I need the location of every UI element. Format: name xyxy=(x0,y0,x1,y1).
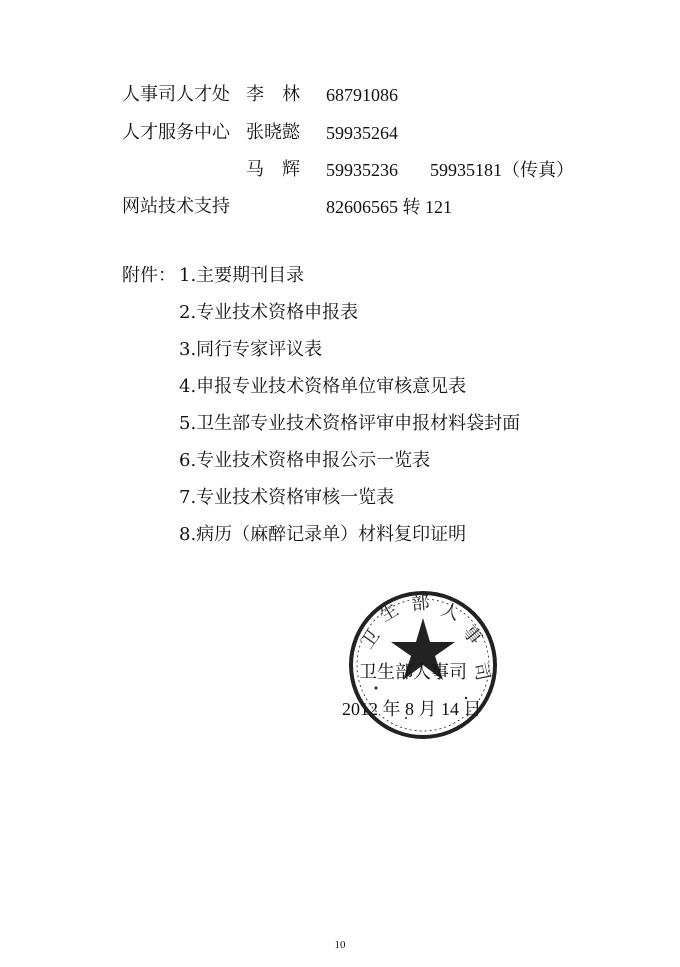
svg-text:事: 事 xyxy=(458,621,486,650)
contact-phone-3: 59935236 xyxy=(326,160,398,180)
contact-name-1: 李 林 xyxy=(246,84,300,105)
contact-row-4 xyxy=(122,195,230,219)
svg-text:司: 司 xyxy=(469,660,494,683)
signature-date: 2012 年 8 月 14 日 xyxy=(342,699,482,719)
signature-org: 卫生部人事司 xyxy=(359,662,467,683)
attachment-item-4: 4.申报专业技术资格单位审核意见表 xyxy=(179,376,467,397)
contact-dept: 人才服务中心 xyxy=(122,122,230,143)
contact-name-2: 张晓懿 xyxy=(246,122,300,143)
svg-text:部: 部 xyxy=(410,592,431,615)
attachment-item-6: 6.专业技术资格申报公示一览表 xyxy=(179,450,431,471)
contact-row-2 xyxy=(122,121,230,145)
contact-phone-4: 82606565 转 121 xyxy=(326,197,452,217)
svg-text:卫: 卫 xyxy=(356,626,385,653)
page-number: 10 xyxy=(334,939,346,951)
attachment-item-8: 8.病历（麻醉记录单）材料复印证明 xyxy=(179,524,467,545)
attachments-label: 附件： xyxy=(122,265,176,286)
attachment-item-5: 5.卫生部专业技术资格评审申报材料袋封面 xyxy=(179,413,521,434)
contact-dept: 人事司人才处 xyxy=(122,84,230,105)
attachment-item-3: 3.同行专家评议表 xyxy=(179,339,323,360)
svg-text:生: 生 xyxy=(376,599,403,627)
contact-name-3: 马 辉 xyxy=(246,159,300,180)
contact-phone-1: 68791086 xyxy=(326,85,398,105)
svg-text:人: 人 xyxy=(438,598,463,625)
attachment-item-7: 7.专业技术资格审核一览表 xyxy=(179,487,395,508)
contact-row-1 xyxy=(122,83,230,107)
contact-phone-2: 59935264 xyxy=(326,123,398,143)
contact-dept: 网站技术支持 xyxy=(122,196,230,217)
attachment-item-2: 2.专业技术资格申报表 xyxy=(179,302,359,323)
contact-fax-3: 59935181（传真） xyxy=(430,160,574,180)
attachment-item-1: 1.主要期刊目录 xyxy=(179,265,305,286)
